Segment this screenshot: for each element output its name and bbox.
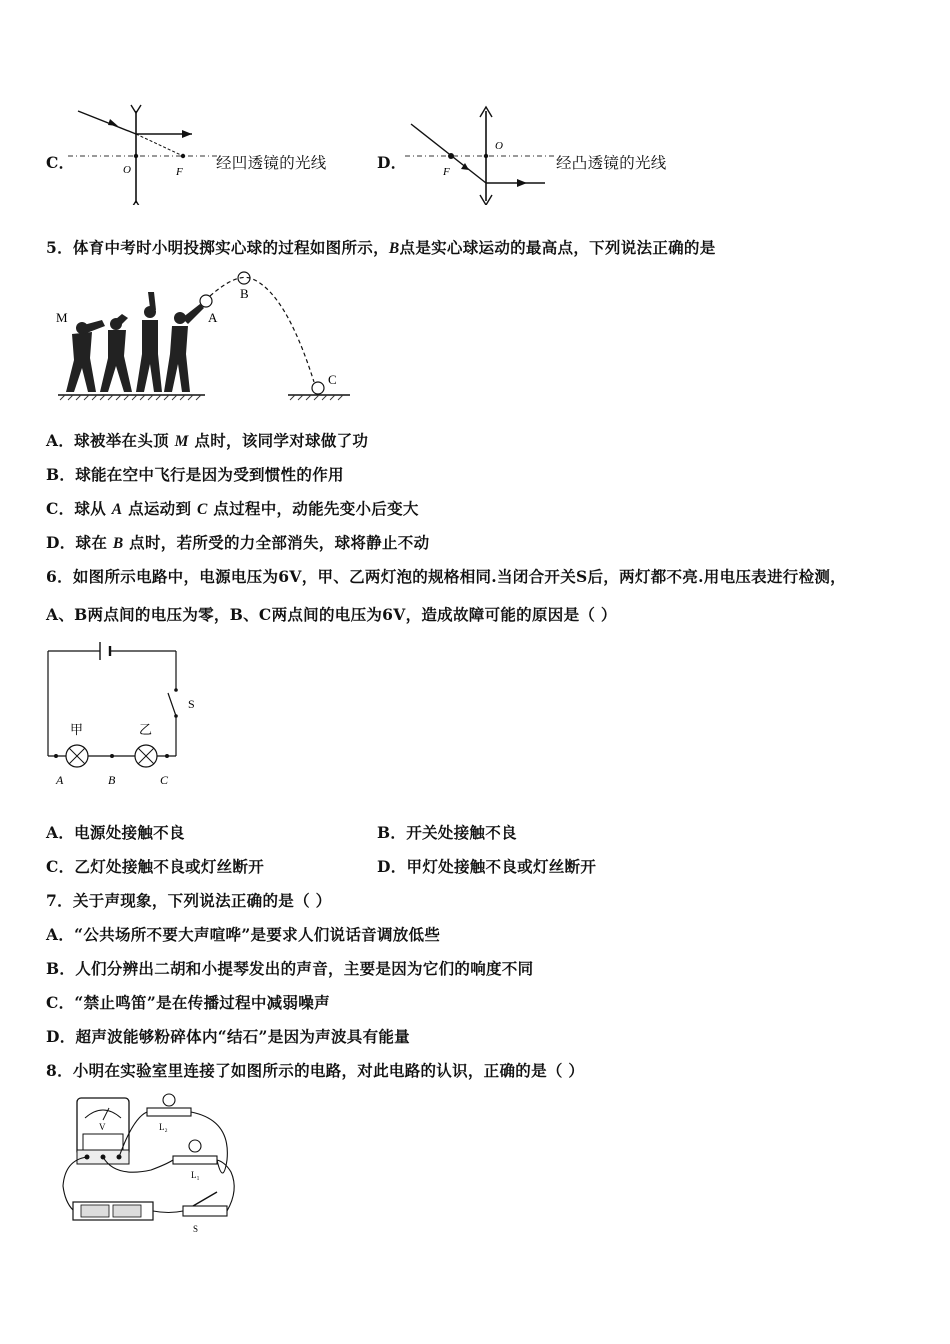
focus-point bbox=[448, 153, 454, 159]
lamp-l2-base bbox=[147, 1108, 191, 1116]
label-l1: L₁ bbox=[191, 1170, 200, 1180]
lamp-l1 bbox=[189, 1140, 201, 1152]
incident-ray bbox=[78, 111, 136, 134]
extension-ray bbox=[136, 134, 183, 156]
q7-option-d: D．超声波能够粉碎体内“结石”是因为声波具有能量 bbox=[46, 1027, 410, 1046]
label-a: A bbox=[208, 310, 218, 325]
ray-arrow bbox=[182, 130, 192, 138]
q6-option-c: C．乙灯处接触不良或灯丝断开 bbox=[46, 857, 265, 876]
q4-option-d-caption: 经凸透镜的光线 bbox=[556, 154, 667, 172]
q4-option-d-letter: D． bbox=[377, 153, 407, 172]
label-s: S bbox=[188, 697, 195, 711]
q4-option-c-letter: C． bbox=[46, 153, 75, 172]
q6-circuit-diagram bbox=[40, 638, 210, 790]
q6-stem-line1: 6．如图所示电路中，电源电压为6V，甲、乙两灯泡的规格相同.当闭合开关S后，两灯都不亮.用电压表进行检测， bbox=[46, 567, 846, 586]
convex-lens-diagram bbox=[405, 103, 555, 205]
athlete-silhouettes bbox=[66, 292, 204, 392]
label-o: O bbox=[495, 140, 503, 152]
label-v: V bbox=[99, 1122, 106, 1132]
label-m: M bbox=[56, 310, 68, 325]
q5-stem-a: 5．体育中考时小明投掷实心球的过程如图所示， bbox=[46, 238, 389, 257]
label-a: A bbox=[56, 773, 64, 787]
ray-arrow bbox=[108, 119, 118, 126]
ball-trajectory bbox=[210, 277, 314, 382]
q7-option-a: A．“公共场所不要大声喧哗”是要求人们说话音调放低些 bbox=[46, 925, 441, 944]
q5-option-c: C．球从 A 点运动到 C 点过程中，动能先变小后变大 bbox=[46, 499, 419, 518]
ball-at-a bbox=[200, 295, 212, 307]
q8-circuit-photo bbox=[55, 1090, 240, 1236]
q6-option-d: D．甲灯处接触不良或灯丝断开 bbox=[377, 857, 597, 876]
ray-arrow bbox=[517, 179, 527, 187]
q6-option-b: B．开关处接触不良 bbox=[377, 823, 517, 842]
label-b: B bbox=[108, 773, 116, 787]
q6-option-a: A．电源处接触不良 bbox=[46, 823, 185, 842]
label-jia: 甲 bbox=[70, 722, 84, 737]
lamp-l2 bbox=[163, 1094, 175, 1106]
shot-put-figure bbox=[50, 268, 360, 408]
lens-top-arrow bbox=[131, 105, 141, 113]
ball-at-c bbox=[312, 382, 324, 394]
q5-option-d: D．球在 B 点时，若所受的力全部消失，球将静止不动 bbox=[46, 533, 430, 552]
q7-option-b: B．人们分辨出二胡和小提琴发出的声音，主要是因为它们的响度不同 bbox=[46, 959, 534, 978]
q5-stem-b: B bbox=[388, 240, 400, 257]
label-yi: 乙 bbox=[139, 722, 153, 737]
label-s: S bbox=[193, 1224, 199, 1234]
label-l2: L₂ bbox=[159, 1122, 168, 1132]
switch-lever bbox=[193, 1192, 217, 1206]
q8-stem: 8．小明在实验室里连接了如图所示的电路，对此电路的认识，正确的是（ ） bbox=[46, 1061, 585, 1080]
focus-point bbox=[181, 154, 185, 158]
q5-option-a: A．球被举在头顶 M 点时，该同学对球做了功 bbox=[46, 431, 369, 450]
label-o: O bbox=[123, 164, 131, 176]
concave-lens-diagram bbox=[68, 103, 218, 205]
q6-stem-line2: A、B两点间的电压为零，B、C两点间的电压为6V，造成故障可能的原因是（ ） bbox=[46, 605, 617, 624]
q5-stem bbox=[46, 236, 716, 258]
label-f: F bbox=[176, 166, 183, 178]
lamp-l1-base bbox=[173, 1156, 217, 1164]
label-c: C bbox=[160, 773, 169, 787]
q7-stem: 7．关于声现象，下列说法正确的是（ ） bbox=[46, 891, 332, 910]
label-c: C bbox=[328, 372, 337, 387]
optical-center bbox=[134, 154, 138, 158]
label-b: B bbox=[240, 286, 249, 301]
switch-base bbox=[183, 1206, 227, 1216]
label-f: F bbox=[443, 166, 450, 178]
q5-stem-c: 点是实心球运动的最高点，下列说法正确的是 bbox=[399, 238, 716, 257]
switch-blade bbox=[168, 693, 176, 716]
q7-option-c: C．“禁止鸣笛”是在传播过程中减弱噪声 bbox=[46, 993, 330, 1012]
optical-center bbox=[484, 154, 488, 158]
q4-option-c-caption: 经凹透镜的光线 bbox=[216, 154, 327, 172]
q5-option-b: B．球能在空中飞行是因为受到惯性的作用 bbox=[46, 465, 344, 484]
